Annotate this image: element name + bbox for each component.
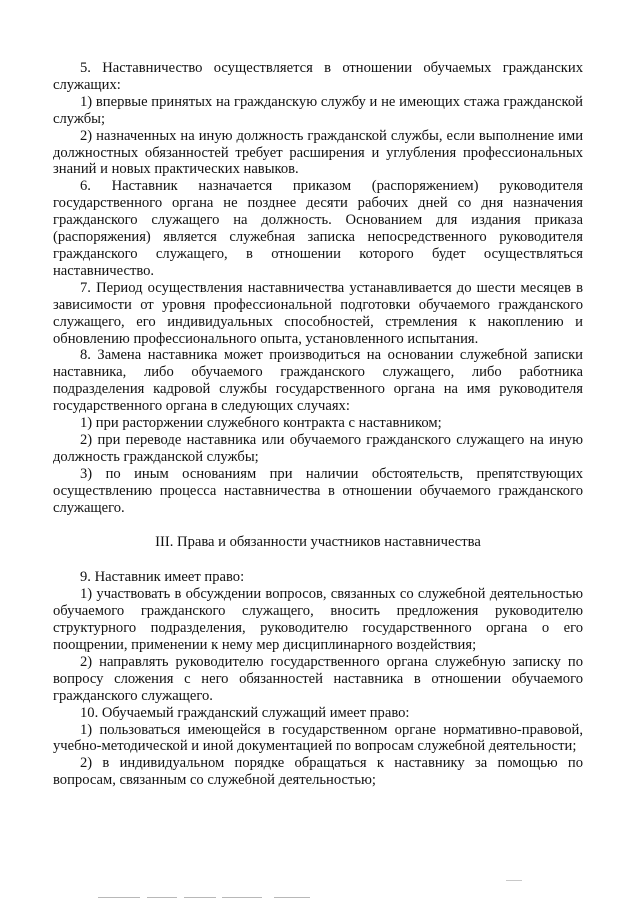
paragraph-5-item-1: 1) впервые принятых на гражданскую службу и не имеющих стажа гражданской службы; (53, 93, 583, 127)
scan-artifact-footer-line (222, 897, 262, 898)
paragraph-9: 9. Наставник имеет право: (80, 569, 245, 586)
paragraph-7: 7. Период осуществления наставничества устанавливается до шести месяцев в зависимости от уровня профессиональной подготовки обучаемого гражданского служащего, его индивидуальных способностей, стремления к накоплению и обновлению профессионального опыта, установленного испытания. (53, 279, 583, 347)
paragraph-6: 6. Наставник назначается приказом (распоряжением) руководителя государственного органа не позднее десяти рабочих дней со дня назначения гражданского служащего на должность. Основанием для издания приказа (распоряжения) является служебная записка непосредственного руководителя гражданского служащего, в отношении которого будет осуществляться наставничество. (53, 178, 583, 279)
document-body (53, 60, 583, 789)
paragraph-9-item-2: 2) направлять руководителю государственного органа служебную записку по вопросу сложения с него обязанностей наставника в отношении обучаемого гражданского служащего. (53, 653, 583, 704)
paragraph-8-item-1: 1) при расторжении служебного контракта с наставником; (80, 415, 442, 432)
section-heading: III. Права и обязанности участников наставничества (155, 534, 481, 551)
paragraph-8: 8. Замена наставника может производиться на основании служебной записки наставника, либо обучаемого гражданского служащего, либо работника подразделения кадровой службы государственного органа на имя руководителя государственного органа в следующих случаях: (53, 347, 583, 415)
paragraph-9-item-1: 1) участвовать в обсуждении вопросов, связанных со служебной деятельностью обучаемого гражданского служащего, вносить предложения руководителю структурного подразделения, руководителю государственного органа о его поощрении, применении к нему мер дисциплинарного воздействия; (53, 586, 583, 653)
scan-artifact-footer-line (147, 897, 177, 898)
paragraph-5: 5. Наставничество осуществляется в отношении обучаемых гражданских служащих: (53, 60, 583, 93)
paragraph-8-item-3: 3) по иным основаниям при наличии обстоятельств, препятствующих осуществлению процесса наставничества в отношении обучаемого гражданского служащего. (53, 465, 583, 516)
scan-artifact-line (506, 880, 522, 881)
scan-artifact-footer-line (274, 897, 310, 898)
scan-artifact-footer-line (98, 897, 140, 898)
paragraph-8-item-2: 2) при переводе наставника или обучаемого гражданского служащего на иную должность гражданской службы; (53, 431, 583, 465)
paragraph-5-item-2: 2) назначенных на иную должность гражданской службы, если выполнение ими должностных обязанностей требует расширения и углубления профессиональных знаний и новых практических навыков. (53, 127, 583, 178)
paragraph-10-item-2: 2) в индивидуальном порядке обращаться к наставнику за помощью по вопросам, связанным со служебной деятельностью; (53, 755, 583, 789)
paragraph-10-item-1: 1) пользоваться имеющейся в государственном органе нормативно-правовой, учебно-методической и иной документацией по вопросам служебной деятельности; (53, 721, 583, 755)
paragraph-10: 10. Обучаемый гражданский служащий имеет право: (80, 704, 410, 721)
scan-artifact-footer-line (184, 897, 216, 898)
